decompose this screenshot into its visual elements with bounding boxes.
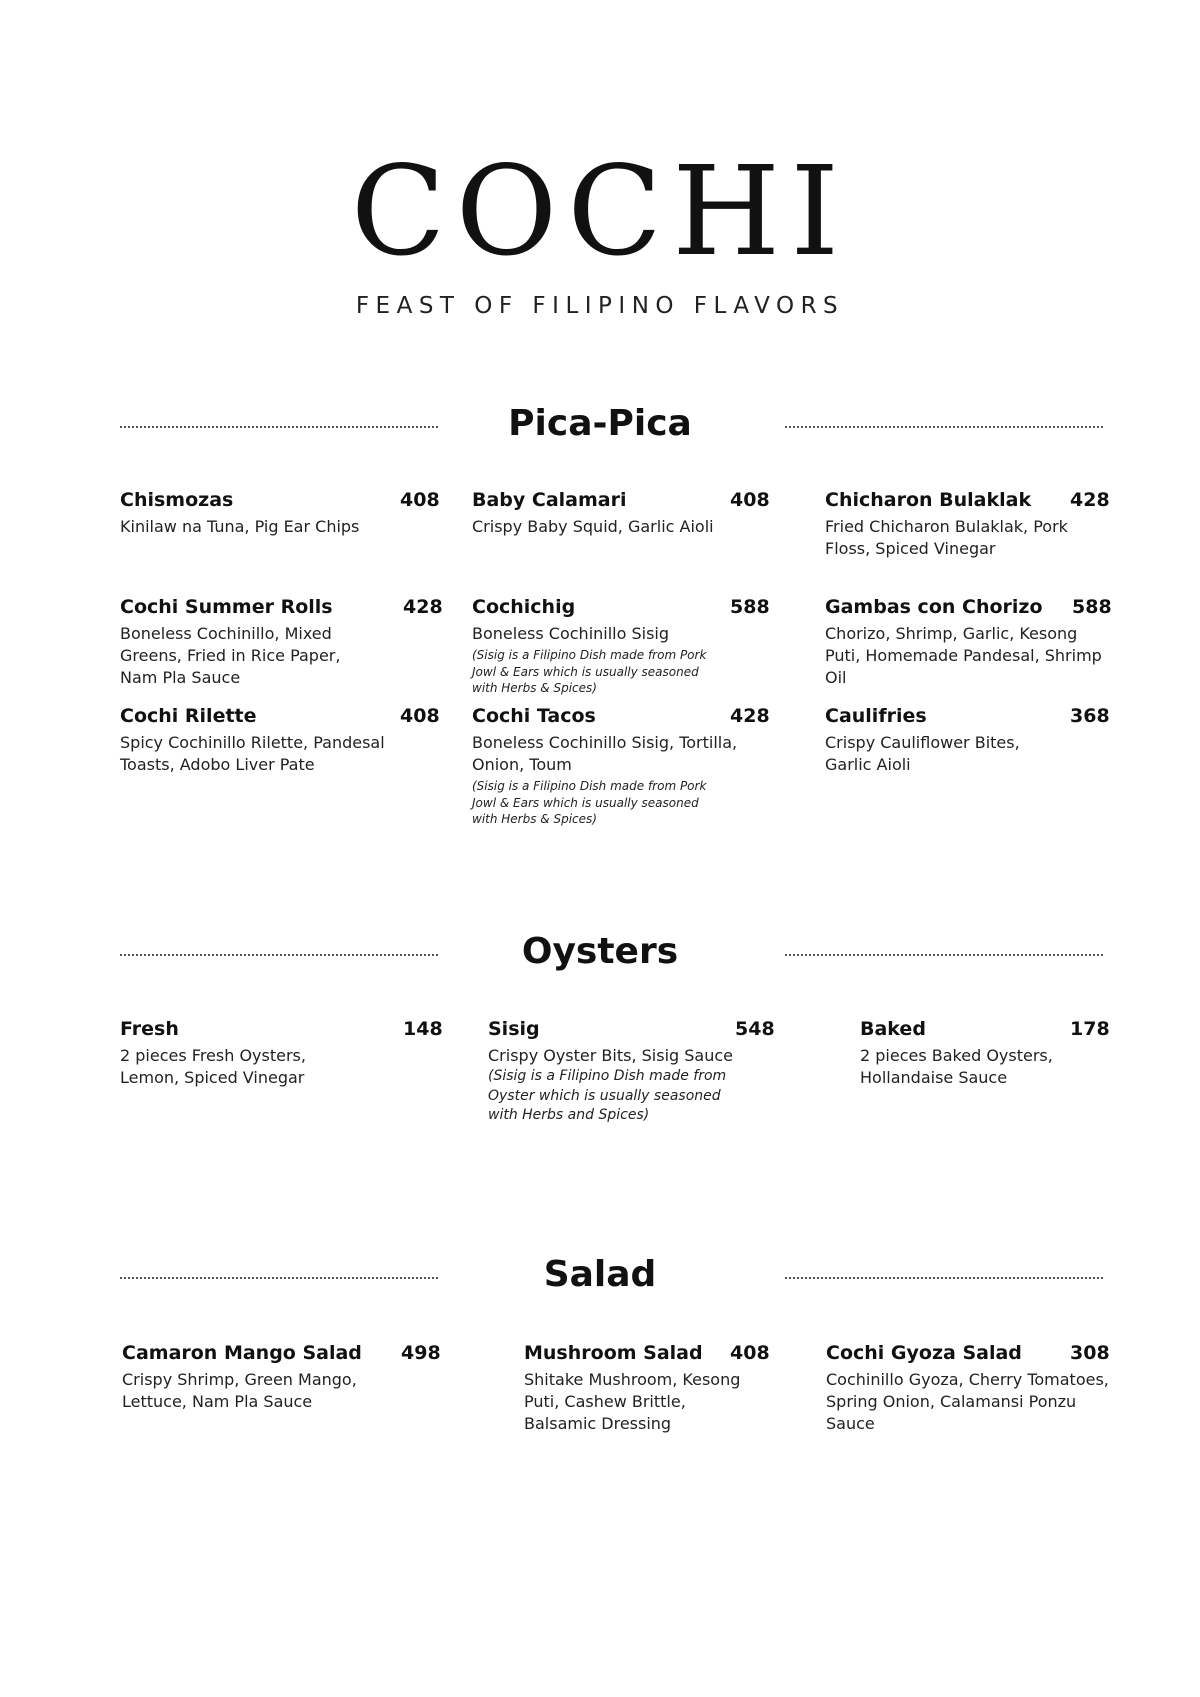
- item-name: Cochi Summer Rolls: [120, 596, 333, 618]
- item-name: Caulifries: [825, 705, 927, 727]
- item-description: Boneless Cochinillo Sisig: [472, 624, 670, 643]
- item-price: 588: [1072, 596, 1112, 618]
- item-name: Chismozas: [120, 489, 234, 511]
- item-price: 408: [400, 705, 440, 727]
- item-name: Camaron Mango Salad: [122, 1342, 362, 1364]
- menu-item: [122, 1341, 442, 1411]
- item-name: Baby Calamari: [472, 489, 627, 511]
- menu-item: [472, 488, 772, 548]
- item-note: (Sisig is a Filipino Dish made from Pork Jowl & Ears which is usually seasoned with Herbs & Spices): [472, 648, 707, 695]
- item-name: Chicharon Bulaklak: [825, 489, 1032, 511]
- restaurant-logo: COCHI: [350, 140, 850, 284]
- item-description: Cochinillo Gyoza, Cherry Tomatoes, Spring Onion, Calamansi Ponzu Sauce: [826, 1370, 1109, 1433]
- menu-item: [825, 488, 1115, 568]
- item-name: Cochi Gyoza Salad: [826, 1342, 1022, 1364]
- item-price: 308: [1070, 1342, 1110, 1364]
- item-price: 148: [403, 1018, 443, 1040]
- section-header-oysters: [0, 928, 1200, 978]
- item-price: 588: [730, 596, 770, 618]
- menu-item: [860, 1017, 1115, 1087]
- item-name: Cochichig: [472, 596, 576, 618]
- item-description: Boneless Cochinillo Sisig, Tortilla, Onion, Toum: [472, 733, 738, 774]
- tagline: FEAST OF FILIPINO FLAVORS: [355, 293, 845, 319]
- menu-item: [488, 1017, 778, 1127]
- item-name: Mushroom Salad: [524, 1342, 703, 1364]
- item-description: Chorizo, Shrimp, Garlic, Kesong Puti, Homemade Pandesal, Shrimp Oil: [825, 624, 1102, 687]
- item-note: (Sisig is a Filipino Dish made from Pork Jowl & Ears which is usually seasoned with Herbs & Spices): [472, 779, 707, 826]
- menu-item: [825, 595, 1115, 687]
- menu-item: [472, 704, 772, 834]
- section-header-pica-pica: [0, 400, 1200, 450]
- menu-item: [120, 704, 440, 774]
- menu-item: [120, 488, 440, 548]
- item-price: 408: [730, 1342, 770, 1364]
- item-name: Fresh: [120, 1018, 179, 1040]
- item-price: 428: [403, 596, 443, 618]
- item-description: Fried Chicharon Bulaklak, Pork Floss, Spiced Vinegar: [825, 517, 1068, 558]
- menu-item: [524, 1341, 784, 1433]
- item-description: 2 pieces Fresh Oysters, Lemon, Spiced Vinegar: [120, 1046, 306, 1087]
- item-description: Crispy Cauliflower Bites, Garlic Aioli: [825, 733, 1020, 774]
- item-description: Crispy Shrimp, Green Mango, Lettuce, Nam Pla Sauce: [122, 1370, 357, 1411]
- item-name: Sisig: [488, 1018, 540, 1040]
- item-description: Spicy Cochinillo Rilette, Pandesal Toasts, Adobo Liver Pate: [120, 733, 385, 774]
- item-price: 178: [1070, 1018, 1110, 1040]
- item-description: Crispy Oyster Bits, Sisig Sauce: [488, 1046, 733, 1065]
- item-price: 368: [1070, 705, 1110, 727]
- item-description: Boneless Cochinillo, Mixed Greens, Fried in Rice Paper, Nam Pla Sauce: [120, 624, 341, 687]
- item-price: 408: [400, 489, 440, 511]
- menu-item: [825, 704, 1115, 774]
- dotted-divider-right: [785, 426, 1103, 428]
- menu-item: [826, 1341, 1116, 1433]
- dotted-divider-right: [785, 1277, 1103, 1279]
- item-price: 428: [1070, 489, 1110, 511]
- section-header-salad: [0, 1251, 1200, 1301]
- item-description: Kinilaw na Tuna, Pig Ear Chips: [120, 517, 360, 536]
- menu-item: [120, 595, 443, 695]
- item-name: Baked: [860, 1018, 926, 1040]
- menu-item: [472, 595, 772, 705]
- item-description: Crispy Baby Squid, Garlic Aioli: [472, 517, 714, 536]
- dotted-divider-right: [785, 954, 1103, 956]
- item-name: Cochi Rilette: [120, 705, 257, 727]
- item-price: 408: [730, 489, 770, 511]
- menu-item: [120, 1017, 443, 1087]
- item-name: Gambas con Chorizo: [825, 596, 1043, 618]
- section-title: Oysters: [521, 931, 679, 972]
- section-title: Salad: [543, 1254, 657, 1295]
- item-price: 498: [401, 1342, 441, 1364]
- item-description: 2 pieces Baked Oysters, Hollandaise Sauce: [860, 1046, 1053, 1087]
- item-note: (Sisig is a Filipino Dish made from Oyster which is usually seasoned with Herbs and Spices): [488, 1068, 727, 1123]
- item-price: 548: [735, 1018, 775, 1040]
- item-name: Cochi Tacos: [472, 705, 596, 727]
- item-price: 428: [730, 705, 770, 727]
- section-title: Pica-Pica: [508, 403, 692, 444]
- item-description: Shitake Mushroom, Kesong Puti, Cashew Brittle, Balsamic Dressing: [524, 1370, 741, 1433]
